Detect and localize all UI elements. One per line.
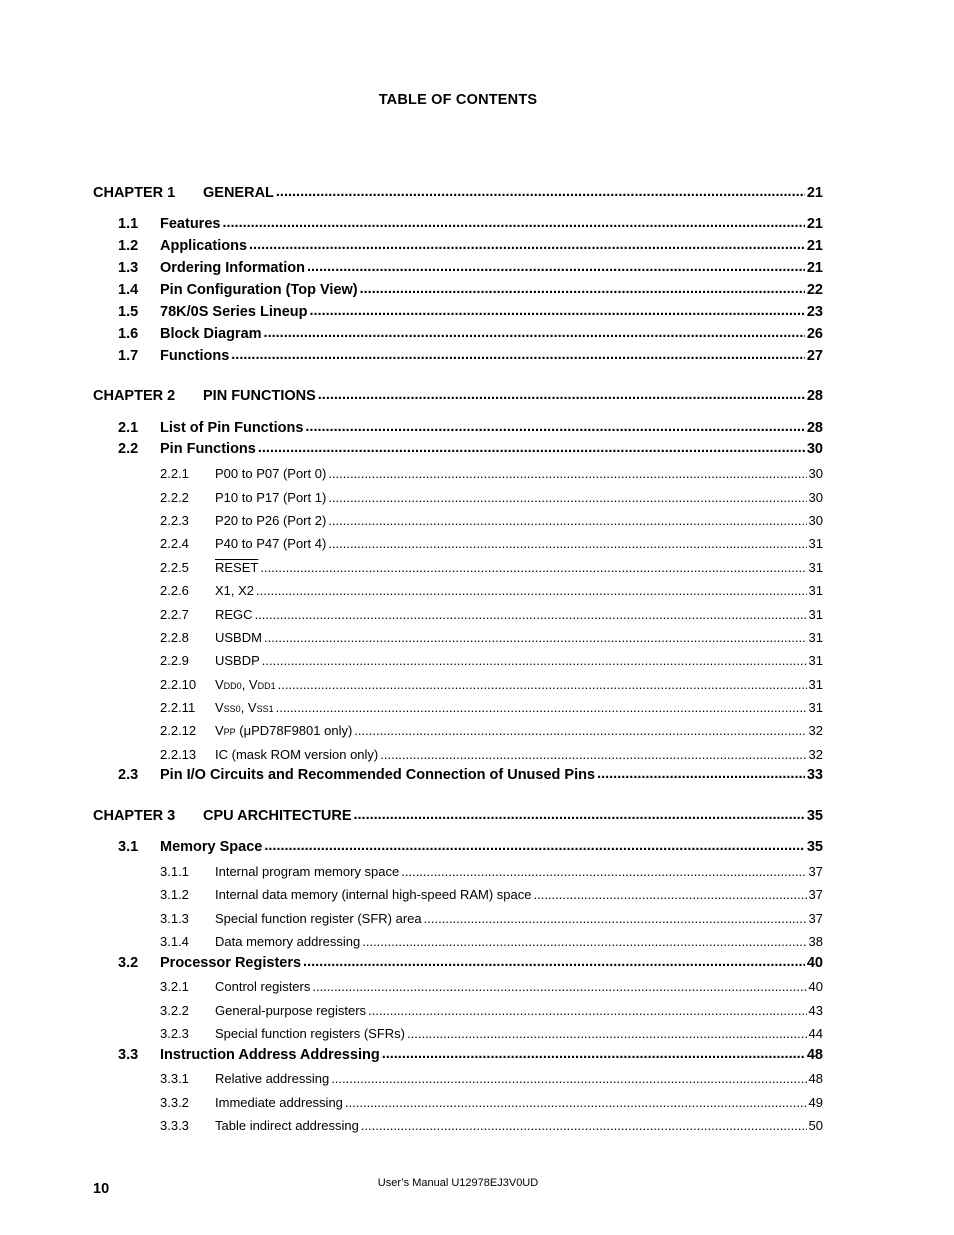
- subsection-title: Internal program memory space: [215, 864, 400, 879]
- subsection-entry[interactable]: [160, 628, 823, 646]
- section-title: Pin Configuration (Top View): [160, 282, 358, 298]
- entry-page: 28: [806, 420, 823, 436]
- section-title: Pin I/O Circuits and Recommended Connection of Unused Pins: [160, 767, 596, 783]
- page-title: TABLE OF CONTENTS: [378, 92, 538, 108]
- entry-number: 2.2.1: [160, 466, 189, 481]
- subsection-entry[interactable]: [160, 675, 823, 693]
- entry-page: 26: [806, 326, 823, 342]
- entry-page: 30: [808, 490, 823, 505]
- entry-page: 49: [808, 1095, 823, 1110]
- title-middle: , V: [241, 677, 258, 692]
- subsection-title: P00 to P07 (Port 0): [215, 466, 327, 481]
- title-middle: (μPD78F9801 only): [235, 723, 353, 738]
- entry-number: 1.2: [118, 238, 139, 254]
- entry-page: 37: [808, 864, 823, 879]
- subsection-entry[interactable]: [160, 1093, 823, 1111]
- section-entry[interactable]: [118, 953, 823, 971]
- entry-number: 3.3.3: [160, 1118, 189, 1133]
- section-title: Pin Functions: [160, 441, 256, 457]
- dot-leader: [407, 1024, 807, 1038]
- entry-page: 48: [808, 1071, 823, 1086]
- dot-leader: [264, 628, 807, 642]
- dot-leader: [276, 183, 805, 197]
- chapter-entry[interactable]: [93, 386, 823, 404]
- entry-page: 50: [808, 1118, 823, 1133]
- dot-leader: [424, 909, 807, 923]
- dot-leader: [278, 675, 807, 689]
- entry-page: 33: [806, 767, 823, 783]
- section-title: Features: [160, 216, 221, 232]
- entry-page: 23: [806, 304, 823, 320]
- dot-leader: [345, 1093, 807, 1107]
- entry-number: CHAPTER 1: [93, 185, 176, 201]
- subsection-title: [215, 677, 276, 692]
- subsection-title: P10 to P17 (Port 1): [215, 490, 327, 505]
- subsection-entry[interactable]: [160, 862, 823, 880]
- dot-leader: [597, 765, 805, 779]
- entry-number: 1.3: [118, 260, 139, 276]
- entry-number: 2.2.4: [160, 536, 189, 551]
- subsection-title: IC (mask ROM version only): [215, 747, 379, 762]
- entry-number: 2.2.2: [160, 490, 189, 505]
- subsection-entry[interactable]: [160, 1116, 823, 1134]
- subsection-entry[interactable]: [160, 464, 823, 482]
- subsection-title: USBDP: [215, 653, 260, 668]
- subsection-title: [215, 723, 352, 738]
- dot-leader: [260, 558, 806, 572]
- footer-manual-id: User’s Manual U12978EJ3V0UD: [377, 1177, 539, 1189]
- section-entry[interactable]: [118, 346, 823, 364]
- entry-page: 31: [808, 653, 823, 668]
- entry-page: 31: [808, 583, 823, 598]
- section-title: Instruction Address Addressing: [160, 1047, 380, 1063]
- subsection-entry[interactable]: [160, 581, 823, 599]
- section-title: 78K/0S Series Lineup: [160, 304, 308, 320]
- title-prefix: V: [215, 723, 224, 738]
- entry-number: 2.2.11: [160, 700, 196, 715]
- subsection-title: [215, 700, 274, 715]
- entry-number: 3.1.3: [160, 911, 189, 926]
- subsection-title: Table indirect addressing: [215, 1118, 359, 1133]
- dot-leader: [256, 581, 807, 595]
- dot-leader: [382, 1045, 805, 1059]
- title-subscript: DD1: [257, 681, 276, 691]
- entry-page: 28: [806, 388, 823, 404]
- dot-leader: [328, 511, 806, 525]
- subsection-entry[interactable]: [160, 651, 823, 669]
- section-title: List of Pin Functions: [160, 420, 304, 436]
- subsection-entry[interactable]: [160, 932, 823, 950]
- entry-number: 2.2.6: [160, 583, 189, 598]
- entry-page: 43: [808, 1003, 823, 1018]
- chapter-title: CPU ARCHITECTURE: [203, 808, 352, 824]
- subsection-entry[interactable]: [160, 977, 823, 995]
- entry-page: 30: [808, 513, 823, 528]
- dot-leader: [276, 698, 807, 712]
- subsection-entry[interactable]: [160, 558, 823, 576]
- entry-number: 3.1.2: [160, 887, 189, 902]
- chapter-title: PIN FUNCTIONS: [203, 388, 316, 404]
- subsection-title: Special function registers (SFRs): [215, 1026, 406, 1041]
- subsection-entry[interactable]: [160, 885, 823, 903]
- entry-page: 31: [808, 630, 823, 645]
- dot-leader: [255, 605, 807, 619]
- entry-number: 2.1: [118, 420, 139, 436]
- dot-leader: [258, 439, 805, 453]
- entry-number: 1.6: [118, 326, 139, 342]
- entry-page: 31: [808, 677, 823, 692]
- entry-page: 40: [808, 979, 823, 994]
- chapter-entry[interactable]: [93, 806, 823, 824]
- entry-number: 2.2.7: [160, 607, 189, 622]
- dot-leader: [231, 346, 805, 360]
- section-title: Ordering Information: [160, 260, 305, 276]
- title-prefix: V: [215, 700, 224, 715]
- title-prefix: V: [215, 677, 224, 692]
- dot-leader: [328, 534, 806, 548]
- dot-leader: [318, 386, 805, 400]
- dot-leader: [303, 953, 805, 967]
- dot-leader: [331, 1069, 806, 1083]
- entry-page: 21: [806, 216, 823, 232]
- dot-leader: [328, 488, 806, 502]
- entry-number: 3.1.4: [160, 934, 189, 949]
- chapter-entry[interactable]: [93, 183, 823, 201]
- title-middle: , V: [240, 700, 257, 715]
- section-entry[interactable]: [118, 1045, 823, 1063]
- entry-number: 3.2: [118, 955, 139, 971]
- entry-number: 3.2.3: [160, 1026, 189, 1041]
- dot-leader: [309, 302, 804, 316]
- dot-leader: [264, 837, 805, 851]
- entry-number: 1.5: [118, 304, 139, 320]
- section-entry[interactable]: [118, 418, 823, 436]
- dot-leader: [328, 464, 806, 478]
- subsection-entry[interactable]: [160, 745, 823, 763]
- subsection-title: Control registers: [215, 979, 311, 994]
- subsection-entry[interactable]: [160, 605, 823, 623]
- subsection-entry[interactable]: [160, 488, 823, 506]
- entry-number: 3.2.2: [160, 1003, 189, 1018]
- section-entry[interactable]: [118, 280, 823, 298]
- dot-leader: [264, 324, 805, 338]
- entry-page: 32: [808, 723, 823, 738]
- section-entry[interactable]: [118, 837, 823, 855]
- entry-number: 2.2.10: [160, 677, 197, 692]
- dot-leader: [362, 932, 806, 946]
- entry-page: 38: [808, 934, 823, 949]
- subsection-title: Internal data memory (internal high-speed RAM) space: [215, 887, 532, 902]
- section-entry[interactable]: [118, 214, 823, 232]
- dot-leader: [262, 651, 807, 665]
- subsection-entry[interactable]: [160, 721, 823, 739]
- entry-number: CHAPTER 2: [93, 388, 176, 404]
- title-subscript: DD0: [223, 681, 242, 691]
- entry-page: 35: [806, 808, 823, 824]
- subsection-entry[interactable]: [160, 698, 823, 716]
- dot-leader: [533, 885, 806, 899]
- dot-leader: [380, 745, 806, 759]
- entry-number: 2.2: [118, 441, 139, 457]
- dot-leader: [249, 236, 805, 250]
- subsection-title: Relative addressing: [215, 1071, 330, 1086]
- chapter-title: GENERAL: [203, 185, 274, 201]
- entry-number: 1.4: [118, 282, 139, 298]
- title-subscript: PP: [223, 727, 236, 737]
- section-entry[interactable]: [118, 236, 823, 254]
- entry-number: 2.2.12: [160, 723, 197, 738]
- entry-page: 31: [808, 536, 823, 551]
- section-entry[interactable]: [118, 765, 823, 783]
- section-title: Functions: [160, 348, 230, 364]
- subsection-entry[interactable]: [160, 1024, 823, 1042]
- section-entry[interactable]: [118, 439, 823, 457]
- entry-number: 3.3: [118, 1047, 139, 1063]
- entry-page: 37: [808, 887, 823, 902]
- subsection-title: Special function register (SFR) area: [215, 911, 422, 926]
- subsection-title: USBDM: [215, 630, 262, 645]
- entry-page: 40: [806, 955, 823, 971]
- dot-leader: [307, 258, 805, 272]
- subsection-entry[interactable]: [160, 1001, 823, 1019]
- entry-number: 2.3: [118, 767, 139, 783]
- entry-number: 3.1.1: [160, 864, 189, 879]
- subsection-title: P20 to P26 (Port 2): [215, 513, 327, 528]
- subsection-entry[interactable]: [160, 534, 823, 552]
- entry-number: 2.2.8: [160, 630, 189, 645]
- entry-page: 37: [808, 911, 823, 926]
- entry-page: 48: [806, 1047, 823, 1063]
- entry-number: 2.2.9: [160, 653, 189, 668]
- entry-page: 44: [808, 1026, 823, 1041]
- dot-leader: [305, 418, 804, 432]
- dot-leader: [312, 977, 806, 991]
- subsection-title: Immediate addressing: [215, 1095, 343, 1110]
- entry-page: 31: [808, 700, 823, 715]
- dot-leader: [401, 862, 806, 876]
- entry-page: 22: [806, 282, 823, 298]
- section-entry[interactable]: [118, 324, 823, 342]
- entry-number: 2.2.3: [160, 513, 189, 528]
- entry-number: 3.3.2: [160, 1095, 189, 1110]
- dot-leader: [360, 280, 805, 294]
- entry-page: 21: [806, 260, 823, 276]
- subsection-title: X1, X2: [215, 583, 255, 598]
- dot-leader: [368, 1001, 807, 1015]
- entry-number: 3.1: [118, 839, 139, 855]
- subsection-entry[interactable]: [160, 511, 823, 529]
- subsection-title: REGC: [215, 607, 253, 622]
- entry-page: 30: [806, 441, 823, 457]
- entry-page: 30: [808, 466, 823, 481]
- subsection-entry[interactable]: [160, 1069, 823, 1087]
- title-subscript: SS0: [223, 704, 241, 714]
- entry-number: 3.3.1: [160, 1071, 189, 1086]
- entry-number: 2.2.13: [160, 747, 197, 762]
- entry-number: 1.1: [118, 216, 139, 232]
- entry-page: 32: [808, 747, 823, 762]
- subsection-title: General-purpose registers: [215, 1003, 367, 1018]
- entry-page: 21: [806, 238, 823, 254]
- dot-leader: [354, 806, 805, 820]
- subsection-entry[interactable]: [160, 909, 823, 927]
- dot-leader: [361, 1116, 807, 1130]
- entry-page: 31: [808, 607, 823, 622]
- entry-number: 2.2.5: [160, 560, 189, 575]
- section-title: Block Diagram: [160, 326, 262, 342]
- section-entry[interactable]: [118, 302, 823, 320]
- subsection-title: P40 to P47 (Port 4): [215, 536, 327, 551]
- section-title: Processor Registers: [160, 955, 302, 971]
- section-title: Memory Space: [160, 839, 263, 855]
- subsection-title: Data memory addressing: [215, 934, 361, 949]
- entry-number: CHAPTER 3: [93, 808, 176, 824]
- title-subscript: SS1: [256, 704, 274, 714]
- dot-leader: [354, 721, 806, 735]
- dot-leader: [222, 214, 804, 228]
- entry-page: 35: [806, 839, 823, 855]
- entry-page: 31: [808, 560, 823, 575]
- subsection-title: RESET: [215, 560, 259, 575]
- entry-number: 1.7: [118, 348, 139, 364]
- entry-page: 21: [806, 185, 823, 201]
- entry-page: 27: [806, 348, 823, 364]
- section-title: Applications: [160, 238, 248, 254]
- section-entry[interactable]: [118, 258, 823, 276]
- entry-number: 3.2.1: [160, 979, 189, 994]
- page-number: 10: [93, 1181, 110, 1197]
